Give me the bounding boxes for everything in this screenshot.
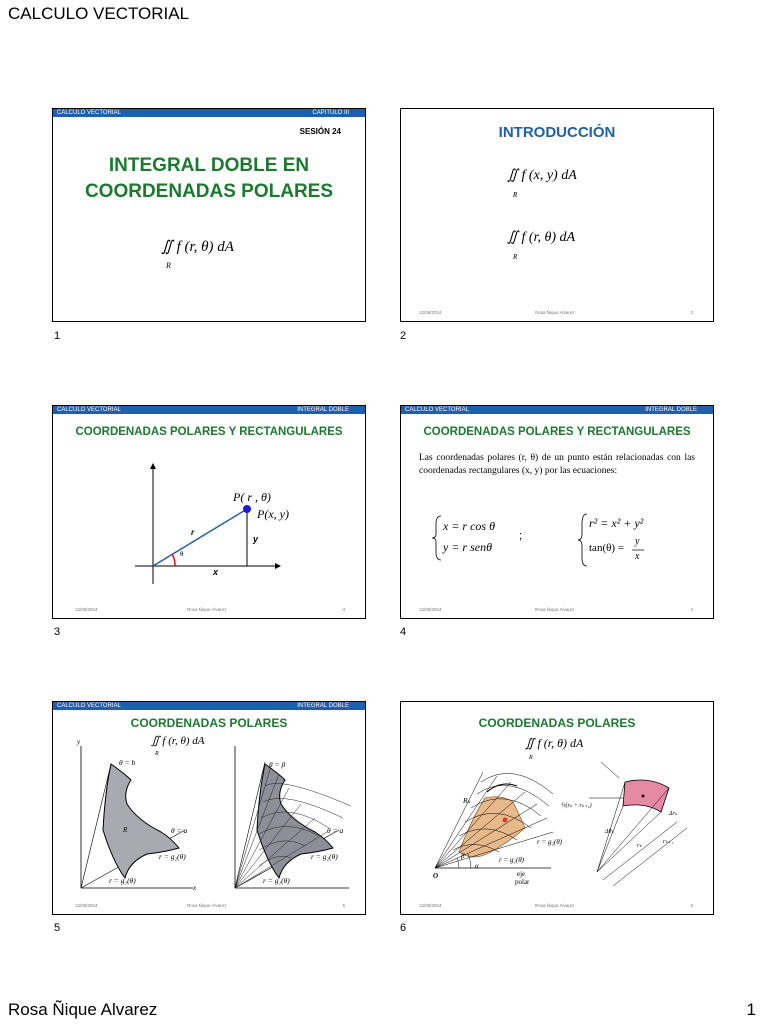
- formula-subscript: R: [529, 755, 533, 761]
- slide-footer-author: Rosa Ñique Alvarez: [535, 607, 575, 612]
- slide-footer-page: 2: [690, 310, 693, 315]
- slide-6: [400, 701, 714, 915]
- formula: ∬ f (r, θ) dA: [161, 239, 234, 255]
- slide-number: 5: [54, 922, 61, 934]
- label-dr: Δrₖ: [669, 811, 678, 817]
- fraction-denominator: x: [635, 551, 640, 562]
- slide-title: COORDENADAS POLARES Y RECTANGULARES: [75, 426, 343, 438]
- label-region: R: [123, 826, 128, 834]
- equation-x: x = r cos θ: [443, 519, 495, 533]
- slide-bar-right: INTEGRAL DOBLE: [297, 407, 349, 413]
- label-g2-right: r = g₂(θ): [311, 852, 338, 861]
- slide-title: COORDENADAS POLARES: [130, 716, 288, 730]
- label-beta: β: [461, 852, 465, 860]
- footer-author: Rosa Ñique Alvarez: [8, 1000, 158, 1019]
- slide-title: COORDENADAS POLARES Y RECTANGULARES: [423, 426, 691, 438]
- polar-region-diagram: [53, 702, 365, 914]
- label-polar-point: P( r , θ): [233, 490, 271, 504]
- formula: ∬ f (r, θ) dA: [151, 735, 205, 747]
- formula-subscript: R: [513, 191, 518, 199]
- equation-tan: tan(θ) =: [589, 542, 624, 554]
- slide-footer-date: 12/05/2024: [419, 310, 442, 315]
- label-polar-axis: polar: [515, 878, 530, 886]
- formula-xy: ∬ f (x, y) dA: [507, 168, 577, 183]
- equation-y: y = r senθ: [443, 540, 492, 554]
- slide-number: 6: [400, 922, 407, 934]
- slide-footer-date: 12/05/2024: [75, 607, 98, 612]
- separator: ;: [519, 530, 523, 542]
- slide-footer-author: Rosa Ñique Alvarez: [187, 607, 227, 612]
- label-r: r: [191, 528, 195, 537]
- slide-number: 1: [54, 330, 61, 342]
- slide-title-line1: INTEGRAL DOBLE EN: [108, 155, 310, 176]
- slide-title-line2: COORDENADAS POLARES: [84, 181, 334, 202]
- slide-footer-author: Rosa Ñique Alvarez: [187, 903, 227, 908]
- footer-page-number: 1: [746, 1000, 756, 1019]
- slide-2: [400, 108, 714, 322]
- formula: ∬ f (r, θ) dA: [525, 736, 584, 750]
- slide-footer-page: 6: [690, 903, 693, 908]
- polar-partition-diagram: [401, 702, 713, 914]
- slide-bar-left: CALCULO VECTORIAL: [57, 110, 121, 116]
- label-origin: O: [433, 872, 439, 880]
- slide-number: 2: [400, 330, 407, 342]
- slide-footer-page: 4: [690, 607, 693, 612]
- label-theta-b: θ = b: [119, 758, 136, 767]
- polar-rect-diagram: [53, 406, 365, 618]
- document-header: CALCULO VECTORIAL: [8, 4, 190, 23]
- formula-subscript: R: [166, 261, 171, 270]
- slide-footer-date: 12/05/2024: [419, 607, 442, 612]
- slide-footer-author: Rosa Ñique Alvarez: [535, 310, 575, 315]
- label-g2: r = g₂(θ): [537, 838, 562, 846]
- label-g1: r = g₁(θ): [109, 876, 136, 885]
- slide-number: 3: [54, 626, 61, 638]
- label-theta-beta: θ = β: [269, 760, 286, 769]
- slide-5: [52, 701, 366, 915]
- sample-point: [503, 818, 508, 823]
- label-rk-radius: rₖ: [637, 843, 642, 849]
- label-dtheta: Δθₖ: [605, 829, 615, 835]
- label-rk1-radius: rₖ₊₁: [663, 839, 674, 845]
- slide-footer-date: 12/05/2024: [75, 903, 98, 908]
- slide-bar-left: CÁLCULO VECTORIAL: [57, 703, 121, 709]
- session-label: SESIÓN 24: [299, 127, 341, 136]
- slide-4: [400, 405, 714, 619]
- label-y: y: [77, 738, 81, 746]
- slide-number: 4: [400, 626, 407, 638]
- radius-line: [153, 509, 247, 566]
- system-braces: [401, 406, 713, 618]
- slide-3: [52, 405, 366, 619]
- point-p: [243, 505, 251, 513]
- body-text: Las coordenadas polares (r, θ) de un punto están relacionadas con las coordenadas rectangulares (x, y) por las ecuaciones:: [419, 453, 695, 476]
- label-y: y: [253, 534, 259, 544]
- label-rk: Rₖ: [463, 796, 471, 805]
- label-g1-right: r = g₁(θ): [263, 876, 290, 885]
- fraction-numerator: y: [635, 536, 640, 547]
- label-theta: θ: [180, 552, 184, 558]
- label-alpha: α: [475, 862, 479, 870]
- shaded-region: [459, 797, 525, 857]
- slide-footer-page: 3: [342, 607, 345, 612]
- slide-title: COORDENADAS POLARES: [478, 716, 636, 730]
- label-eje: eje: [517, 870, 526, 878]
- formula-polar: ∬ f (r, θ) dA: [507, 230, 576, 245]
- label-x: x: [193, 884, 197, 892]
- theta-arc: [172, 554, 175, 566]
- label-g2: r = g₂(θ): [159, 852, 186, 861]
- slide-bar-left: CALCULO VECTORIAL: [57, 407, 121, 413]
- slide-1: [52, 108, 366, 322]
- formula-subscript: R: [155, 751, 159, 757]
- formula-subscript: R: [513, 253, 518, 261]
- slide-header-bar: [53, 109, 365, 117]
- label-g1: r = g₁(θ): [499, 856, 524, 864]
- slide-footer-date: 12/05/2024: [419, 903, 442, 908]
- slide-bar-left: CALCULO VECTORIAL: [405, 407, 469, 413]
- label-theta-a: θ = a: [171, 826, 188, 835]
- slide-title: INTRODUCCIÓN: [498, 124, 616, 141]
- label-rect-point: P(x, y): [257, 507, 289, 521]
- slide-bar-right: INTEGRAL DOBLE: [297, 703, 349, 709]
- slide-bar-right: INTEGRAL DOBLE: [645, 407, 697, 413]
- label-x: x: [213, 567, 219, 577]
- equation-r: r² = x² + y²: [589, 516, 644, 530]
- slide-footer-page: 5: [342, 903, 345, 908]
- label-theta-alpha: θ = a: [327, 826, 344, 835]
- slide-bar-right: CAPITULO III: [312, 110, 349, 116]
- label-half-sum: ½(rₖ + rₖ₊₁): [561, 803, 592, 809]
- slide-footer-author: Rosa Ñique Alvarez: [535, 903, 575, 908]
